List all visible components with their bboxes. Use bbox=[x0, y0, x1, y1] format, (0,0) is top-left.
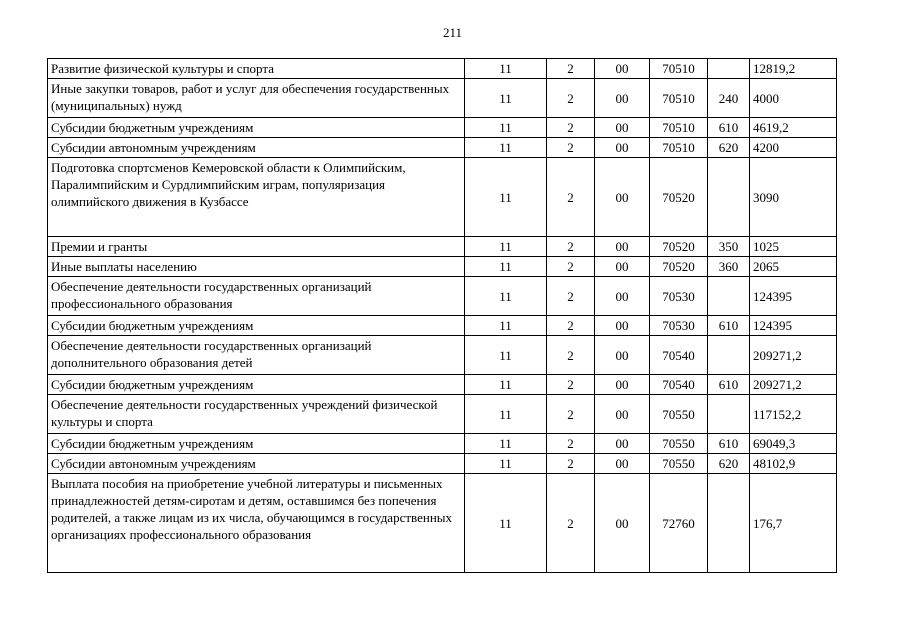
row-target: 70520 bbox=[650, 158, 708, 237]
row-subsection: 2 bbox=[547, 316, 595, 336]
row-name: Субсидии бюджетным учреждениям bbox=[48, 375, 465, 395]
table-row bbox=[48, 454, 837, 474]
row-target: 70540 bbox=[650, 375, 708, 395]
row-name: Развитие физической культуры и спорта bbox=[48, 59, 465, 79]
row-target: 70520 bbox=[650, 237, 708, 257]
row-subsection: 2 bbox=[547, 59, 595, 79]
row-amount: 4200 bbox=[750, 138, 837, 158]
row-amount: 69049,3 bbox=[750, 434, 837, 454]
row-program: 00 bbox=[595, 277, 650, 316]
row-section: 11 bbox=[465, 118, 547, 138]
row-name: Субсидии бюджетным учреждениям bbox=[48, 434, 465, 454]
row-amount: 209271,2 bbox=[750, 336, 837, 375]
table-row bbox=[48, 277, 837, 316]
row-subsection: 2 bbox=[547, 138, 595, 158]
row-amount: 1025 bbox=[750, 237, 837, 257]
row-target: 70510 bbox=[650, 79, 708, 118]
row-expense-type bbox=[708, 59, 750, 79]
row-target: 70530 bbox=[650, 277, 708, 316]
row-section: 11 bbox=[465, 316, 547, 336]
row-expense-type: 350 bbox=[708, 237, 750, 257]
row-section: 11 bbox=[465, 79, 547, 118]
table-row bbox=[48, 375, 837, 395]
row-section: 11 bbox=[465, 336, 547, 375]
row-target: 72760 bbox=[650, 474, 708, 573]
row-subsection: 2 bbox=[547, 474, 595, 573]
row-subsection: 2 bbox=[547, 336, 595, 375]
row-program: 00 bbox=[595, 434, 650, 454]
table-row bbox=[48, 79, 837, 118]
row-program: 00 bbox=[595, 474, 650, 573]
row-amount: 4000 bbox=[750, 79, 837, 118]
row-expense-type bbox=[708, 395, 750, 434]
row-target: 70550 bbox=[650, 434, 708, 454]
row-program: 00 bbox=[595, 79, 650, 118]
row-expense-type bbox=[708, 277, 750, 316]
row-expense-type: 240 bbox=[708, 79, 750, 118]
row-target: 70510 bbox=[650, 118, 708, 138]
row-amount: 176,7 bbox=[750, 474, 837, 573]
row-section: 11 bbox=[465, 474, 547, 573]
row-target: 70510 bbox=[650, 59, 708, 79]
row-expense-type: 610 bbox=[708, 375, 750, 395]
row-amount: 4619,2 bbox=[750, 118, 837, 138]
row-section: 11 bbox=[465, 237, 547, 257]
row-subsection: 2 bbox=[547, 375, 595, 395]
table-row bbox=[48, 257, 837, 277]
row-target: 70520 bbox=[650, 257, 708, 277]
table-row bbox=[48, 118, 837, 138]
row-section: 11 bbox=[465, 434, 547, 454]
table-row bbox=[48, 316, 837, 336]
table-row bbox=[48, 59, 837, 79]
row-section: 11 bbox=[465, 59, 547, 79]
row-program: 00 bbox=[595, 118, 650, 138]
row-subsection: 2 bbox=[547, 237, 595, 257]
row-program: 00 bbox=[595, 375, 650, 395]
row-section: 11 bbox=[465, 158, 547, 237]
table-row bbox=[48, 138, 837, 158]
row-target: 70550 bbox=[650, 454, 708, 474]
row-expense-type: 610 bbox=[708, 434, 750, 454]
row-program: 00 bbox=[595, 138, 650, 158]
row-name: Субсидии автономным учреждениям bbox=[48, 138, 465, 158]
row-amount: 3090 bbox=[750, 158, 837, 237]
row-name: Обеспечение деятельности государственных учреждений физической культуры и спорта bbox=[48, 395, 465, 434]
row-program: 00 bbox=[595, 237, 650, 257]
row-target: 70540 bbox=[650, 336, 708, 375]
row-expense-type: 360 bbox=[708, 257, 750, 277]
table-row bbox=[48, 158, 837, 237]
row-target: 70510 bbox=[650, 138, 708, 158]
row-subsection: 2 bbox=[547, 257, 595, 277]
row-program: 00 bbox=[595, 454, 650, 474]
table-row bbox=[48, 336, 837, 375]
row-expense-type: 610 bbox=[708, 316, 750, 336]
row-expense-type bbox=[708, 336, 750, 375]
row-name: Подготовка спортсменов Кемеровской области к Олимпийским, Паралимпийским и Сурдлимпийским играм, популяризация олимпийского движения в Кузбассе bbox=[48, 158, 465, 237]
row-section: 11 bbox=[465, 375, 547, 395]
row-name: Обеспечение деятельности государственных организаций профессионального образования bbox=[48, 277, 465, 316]
row-program: 00 bbox=[595, 59, 650, 79]
row-amount: 124395 bbox=[750, 277, 837, 316]
row-subsection: 2 bbox=[547, 158, 595, 237]
row-subsection: 2 bbox=[547, 79, 595, 118]
row-name: Иные выплаты населению bbox=[48, 257, 465, 277]
row-amount: 12819,2 bbox=[750, 59, 837, 79]
row-amount: 117152,2 bbox=[750, 395, 837, 434]
table-row bbox=[48, 237, 837, 257]
row-subsection: 2 bbox=[547, 118, 595, 138]
row-program: 00 bbox=[595, 336, 650, 375]
row-name: Субсидии бюджетным учреждениям bbox=[48, 118, 465, 138]
row-program: 00 bbox=[595, 316, 650, 336]
row-expense-type: 620 bbox=[708, 454, 750, 474]
row-name: Иные закупки товаров, работ и услуг для обеспечения государственных (муниципальных) нужд bbox=[48, 79, 465, 118]
row-expense-type: 620 bbox=[708, 138, 750, 158]
table-row bbox=[48, 474, 837, 573]
page-number: 211 bbox=[442, 25, 463, 40]
table-row bbox=[48, 434, 837, 454]
row-amount: 2065 bbox=[750, 257, 837, 277]
row-expense-type: 610 bbox=[708, 118, 750, 138]
row-name: Обеспечение деятельности государственных организаций дополнительного образования детей bbox=[48, 336, 465, 375]
row-section: 11 bbox=[465, 395, 547, 434]
row-program: 00 bbox=[595, 257, 650, 277]
row-name: Выплата пособия на приобретение учебной литературы и письменных принадлежностей детям-сиротам и детям, оставшимся без попечения родителей, а также лицам из их числа, обучающимся в государственных организациях профессионального образования bbox=[48, 474, 465, 573]
row-program: 00 bbox=[595, 158, 650, 237]
row-expense-type bbox=[708, 474, 750, 573]
row-subsection: 2 bbox=[547, 395, 595, 434]
row-section: 11 bbox=[465, 454, 547, 474]
row-target: 70550 bbox=[650, 395, 708, 434]
row-section: 11 bbox=[465, 257, 547, 277]
row-name: Субсидии бюджетным учреждениям bbox=[48, 316, 465, 336]
table-row bbox=[48, 395, 837, 434]
row-subsection: 2 bbox=[547, 434, 595, 454]
row-name: Субсидии автономным учреждениям bbox=[48, 454, 465, 474]
row-expense-type bbox=[708, 158, 750, 237]
row-name: Премии и гранты bbox=[48, 237, 465, 257]
row-subsection: 2 bbox=[547, 454, 595, 474]
row-target: 70530 bbox=[650, 316, 708, 336]
row-section: 11 bbox=[465, 138, 547, 158]
budget-table bbox=[47, 58, 837, 573]
row-amount: 48102,9 bbox=[750, 454, 837, 474]
row-program: 00 bbox=[595, 395, 650, 434]
row-subsection: 2 bbox=[547, 277, 595, 316]
row-section: 11 bbox=[465, 277, 547, 316]
row-amount: 124395 bbox=[750, 316, 837, 336]
row-amount: 209271,2 bbox=[750, 375, 837, 395]
